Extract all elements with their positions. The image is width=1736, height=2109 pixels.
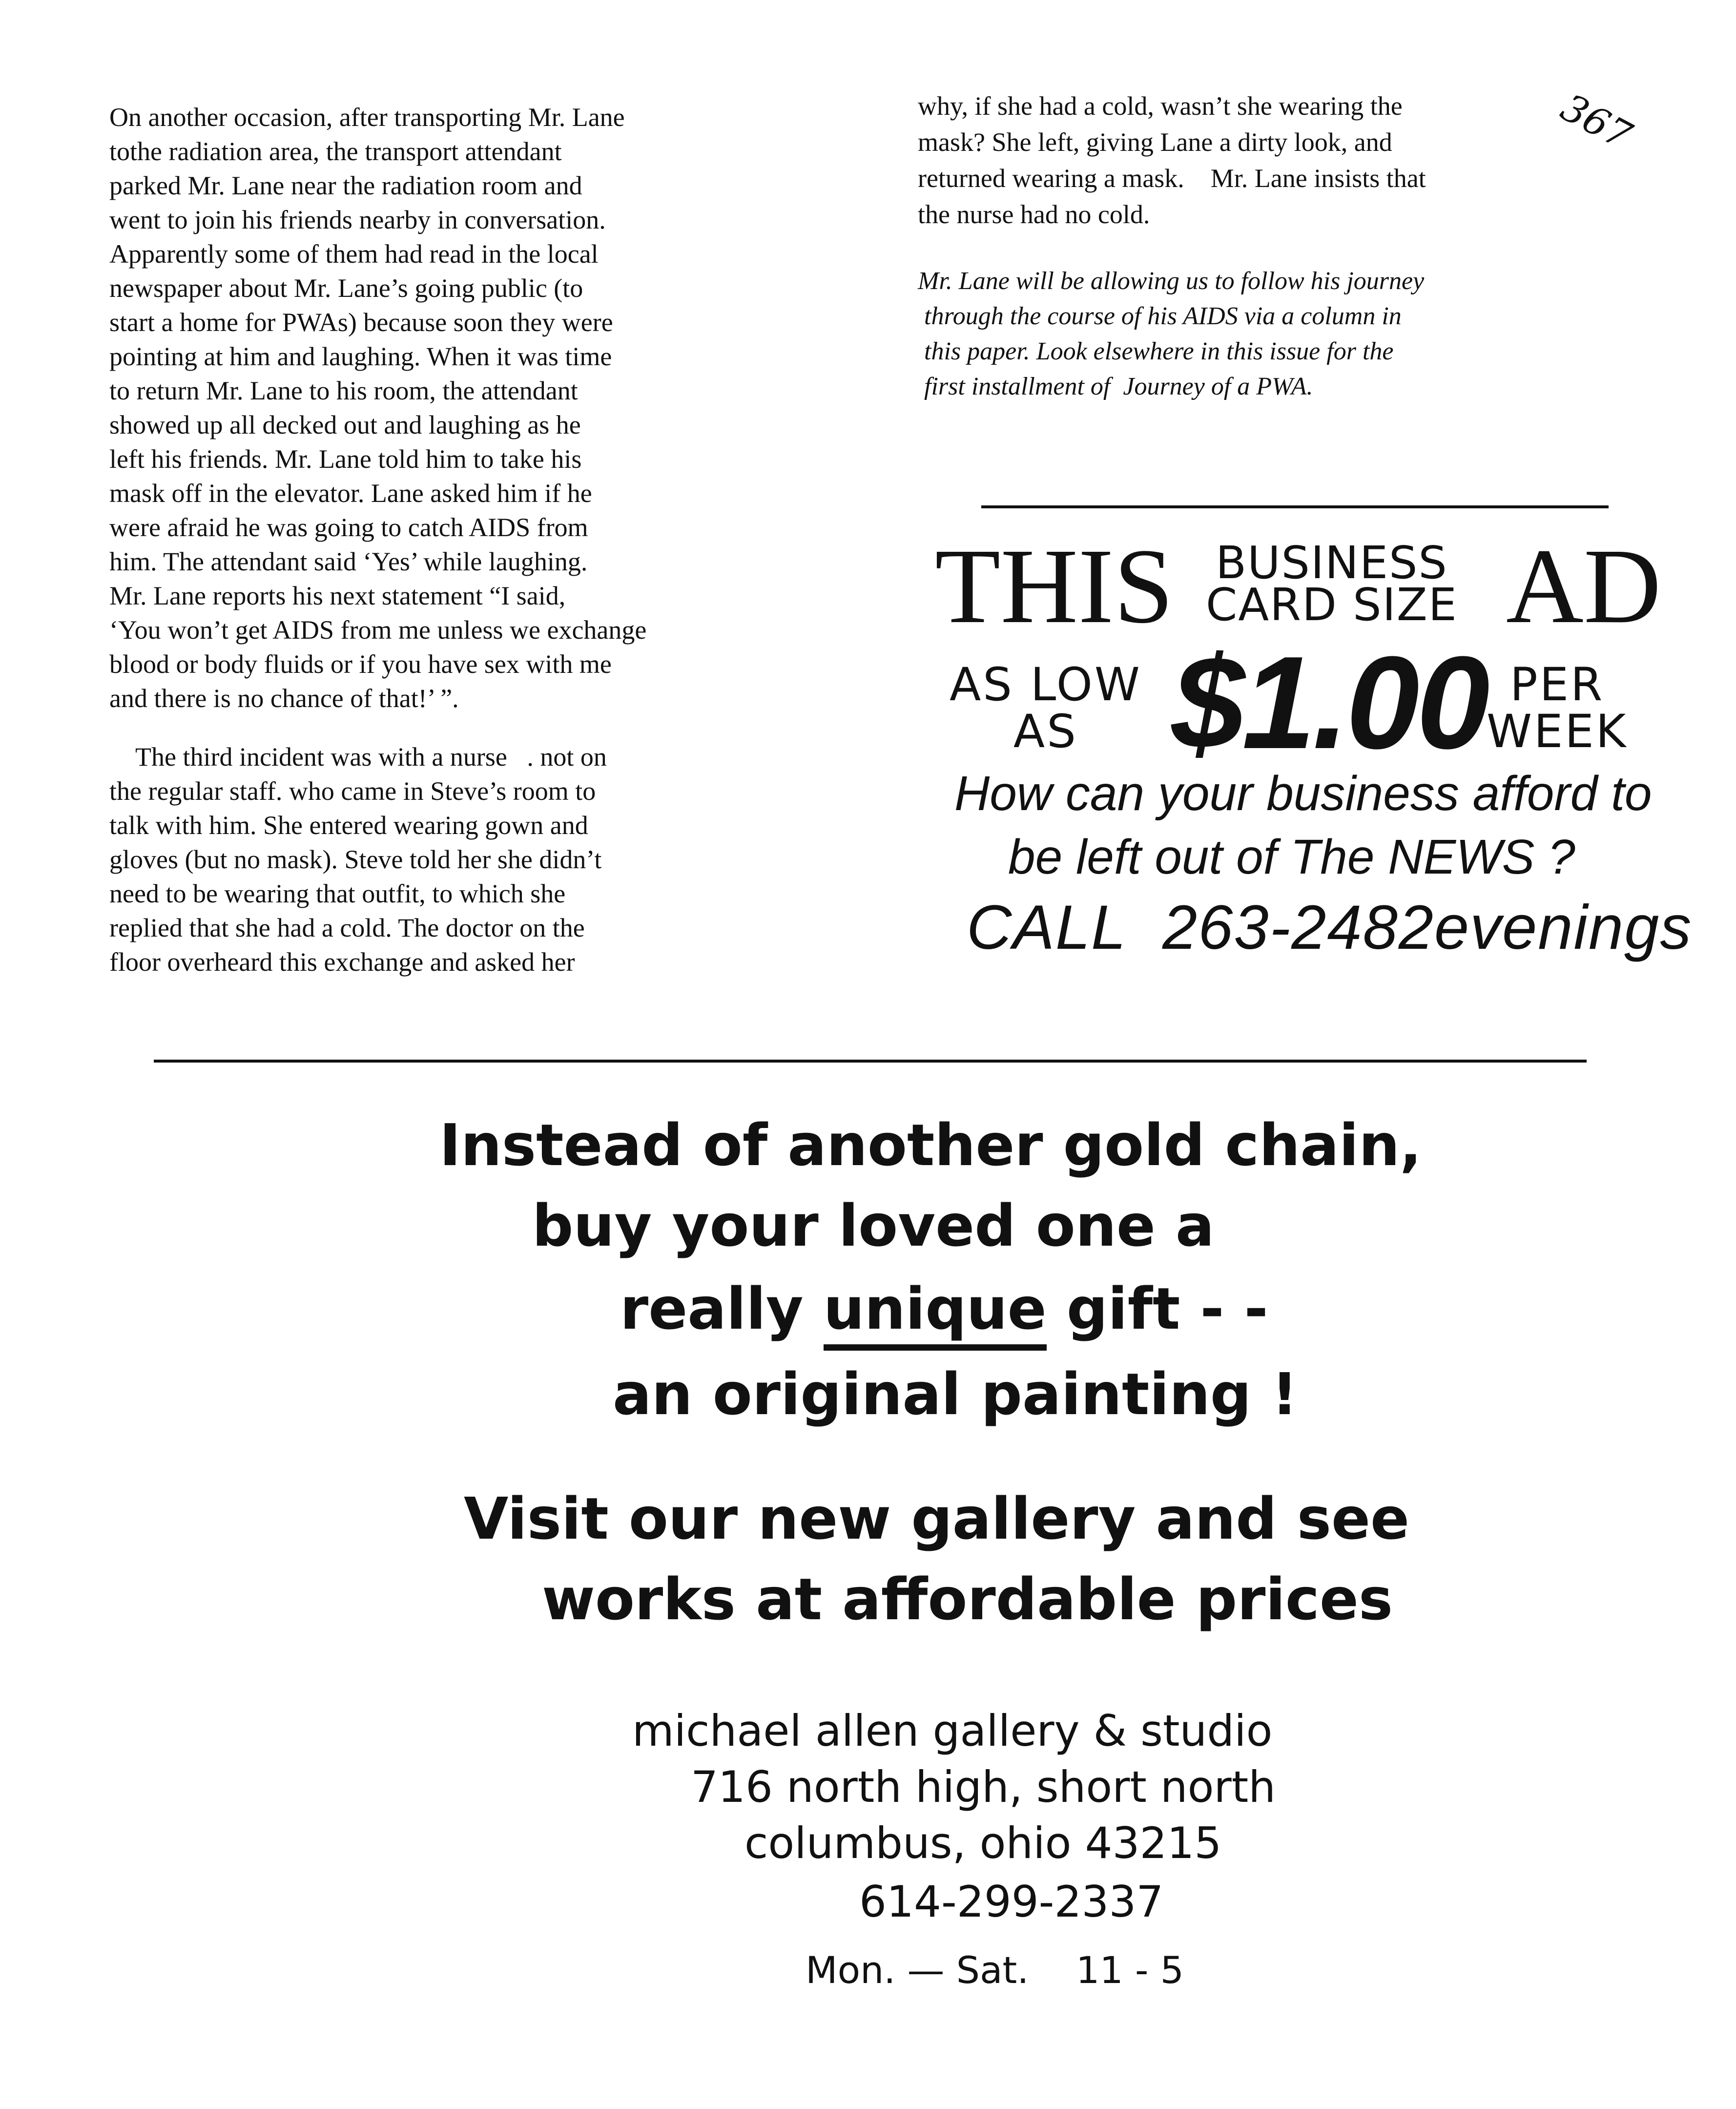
ad-business-text: BUSINESS bbox=[1216, 537, 1448, 589]
gallery-city: columbus, ohio 43215 bbox=[744, 1818, 1222, 1868]
text-line: were afraid he was going to catch AIDS from bbox=[109, 513, 588, 542]
text-line: pointing at him and laughing. When it was time bbox=[109, 342, 612, 371]
text-line: this paper. Look elsewhere in this issue for the bbox=[918, 337, 1394, 365]
ad-per-week bbox=[1487, 658, 1628, 758]
gallery-hours: Mon. — Sat. 11 - 5 bbox=[806, 1948, 1184, 1992]
ad-as-low-text: AS LOW bbox=[950, 658, 1142, 711]
gallery-line-3-post: gift - - bbox=[1046, 1275, 1268, 1342]
gallery-line-3-pre: really bbox=[620, 1275, 824, 1342]
text-line: need to be wearing that outfit, to which she bbox=[109, 879, 566, 908]
text-line: the regular staff. who came in Steve’s room to bbox=[109, 776, 596, 806]
text-line: parked Mr. Lane near the radiation room and bbox=[109, 171, 582, 200]
text-line: why, if she had a cold, wasn’t she wearing the bbox=[918, 91, 1403, 121]
ad-as-low-as bbox=[950, 658, 1142, 758]
text-line: left his friends. Mr. Lane told him to take his bbox=[109, 444, 582, 474]
gallery-headline-line-4: an original painting ! bbox=[613, 1360, 1298, 1428]
ad-as-text: AS bbox=[1013, 705, 1078, 758]
ad-question-line-2: be left out of The NEWS ? bbox=[1008, 830, 1575, 884]
text-line: blood or body fluids or if you have sex with me bbox=[109, 649, 612, 679]
text-line: Mr. Lane will be allowing us to follow his journey bbox=[918, 267, 1425, 295]
ad-question-line-1: How can your business afford to bbox=[954, 766, 1652, 821]
gallery-divider-rule bbox=[154, 1060, 1587, 1063]
gallery-headline-line-5: Visit our new gallery and see bbox=[464, 1485, 1410, 1552]
gallery-street: 716 north high, short north bbox=[691, 1762, 1276, 1812]
text-line: mask off in the elevator. Lane asked him if he bbox=[109, 479, 592, 508]
article-editor-note bbox=[918, 264, 1424, 404]
ad-week-text: WEEK bbox=[1487, 705, 1628, 758]
article-right-paragraph bbox=[918, 88, 1426, 232]
ad-headline-this: THIS bbox=[935, 526, 1174, 646]
gallery-name: michael allen gallery & studio bbox=[632, 1706, 1273, 1756]
text-line: him. The attendant said ‘Yes’ while laughing. bbox=[109, 547, 588, 576]
text-line: replied that she had a cold. The doctor on the bbox=[109, 913, 585, 942]
gallery-headline-line-3 bbox=[620, 1272, 1268, 1345]
article-left-paragraph-1 bbox=[109, 100, 646, 715]
text-line: Mr. Lane reports his next statement “I said, bbox=[109, 581, 566, 610]
ad-headline-ad: AD bbox=[1506, 526, 1661, 646]
gallery-phone: 614-299-2337 bbox=[859, 1877, 1164, 1927]
article-left-paragraph-2 bbox=[109, 740, 607, 979]
ad-divider-rule bbox=[981, 505, 1609, 508]
gallery-unique-underlined: unique bbox=[824, 1275, 1047, 1351]
ad-price: $1.00 bbox=[1172, 629, 1487, 776]
ad-call-phone: CALL 263-2482evenings bbox=[967, 893, 1693, 962]
gallery-headline-line-1: Instead of another gold chain, bbox=[439, 1111, 1422, 1179]
text-line: returned wearing a mask. Mr. Lane insists that bbox=[918, 164, 1426, 193]
gallery-headline-line-6: works at affordable prices bbox=[542, 1566, 1393, 1633]
text-line: tothe radiation area, the transport attendant bbox=[109, 137, 562, 166]
text-line: start a home for PWAs) because soon they were bbox=[109, 308, 613, 337]
text-line: On another occasion, after transporting Mr. Lane bbox=[109, 103, 625, 132]
text-line: ‘You won’t get AIDS from me unless we exchange bbox=[109, 615, 647, 645]
page-number: 367 bbox=[1553, 85, 1639, 159]
text-line: floor overheard this exchange and asked her bbox=[109, 947, 575, 977]
text-line: talk with him. She entered wearing gown and bbox=[109, 811, 588, 840]
text-line: through the course of his AIDS via a column in bbox=[918, 302, 1402, 330]
gallery-headline-line-2: buy your loved one a bbox=[532, 1192, 1215, 1259]
text-line: mask? She left, giving Lane a dirty look, and bbox=[918, 127, 1392, 157]
text-line: and there is no chance of that!’ ”. bbox=[109, 684, 459, 713]
text-line: gloves (but no mask). Steve told her she didn’t bbox=[109, 845, 602, 874]
text-line: went to join his friends nearby in conversation. bbox=[109, 205, 606, 234]
text-line: The third incident was with a nurse . not on bbox=[109, 742, 607, 772]
ad-card-size-text: CARD SIZE bbox=[1206, 579, 1458, 631]
text-line: the nurse had no cold. bbox=[918, 200, 1150, 229]
ad-per-text: PER bbox=[1509, 658, 1605, 711]
text-line: showed up all decked out and laughing as he bbox=[109, 410, 581, 439]
text-line: newspaper about Mr. Lane’s going public (to bbox=[109, 273, 583, 303]
text-line: first installment of Journey of a PWA. bbox=[918, 373, 1313, 400]
ad-headline-business-card-size bbox=[1206, 537, 1458, 631]
text-line: to return Mr. Lane to his room, the attendant bbox=[109, 376, 578, 405]
text-line: Apparently some of them had read in the local bbox=[109, 239, 599, 269]
